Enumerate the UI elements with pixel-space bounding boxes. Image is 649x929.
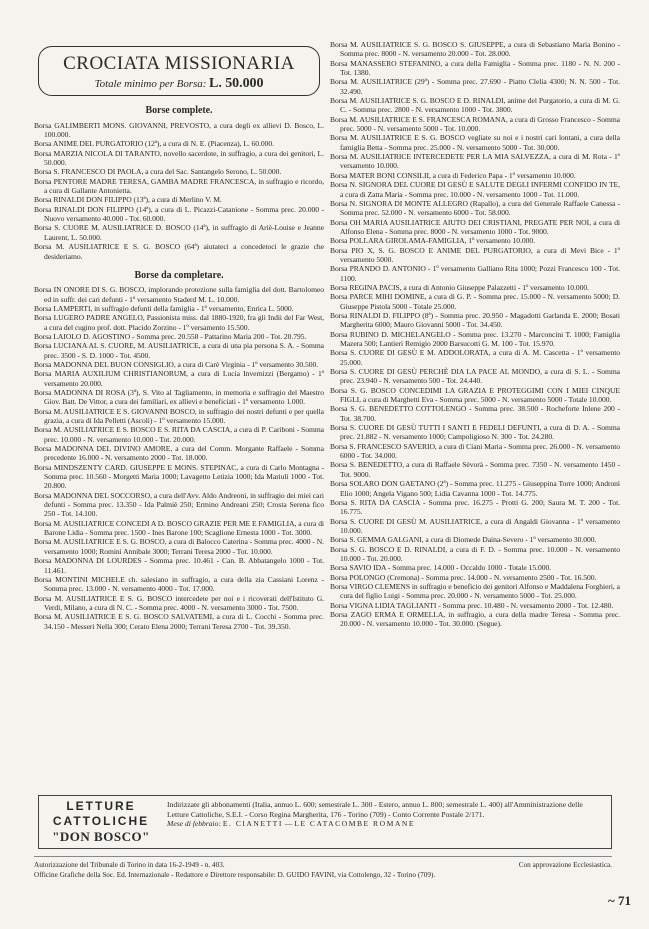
borsa-entry: Borsa PARCE MIHI DOMINE, a cura di G. P. - Somma prec. 15.000 - N. versamento 5000; D. Giuseppe Pistola 5000 - Totale 25.000. <box>330 292 620 311</box>
to-complete-list <box>34 285 324 631</box>
borsa-entry: Borsa ZAGO ERMA E ORMELLA, in suffragio, a cura della madre Teresa - Somma prec. 20.000 - N. versamento 10.000 - Tot. 30.000. (Segue). <box>330 609 620 629</box>
borsa-entry: Borsa S. CUORE DI GESÙ PERCHÈ DIA LA PACE AL MONDO, a cura di S. L. - Somma prec. 23.940 - N. versamento 500 - Tot. 24.440. <box>330 367 620 386</box>
letture-cattoliche-box <box>38 795 612 849</box>
borsa-entry: Borsa M. AUSILIATRICE E S. G. BOSCO SALVATEMI, a cura di L. Cocchi - Somma prec. 34.150 - Messeri Nella 300; Cerato Elena 2000; Terrani Teresa 2700 - Tot. 39.350. <box>34 612 324 631</box>
borsa-entry: Borsa LAMPERTI, in suffragio defunti della famiglia - 1º versamento, Enrica L. 5000. <box>34 303 294 313</box>
ecclesiastical-approval: Con approvazione Ecclesiastica. <box>518 861 612 869</box>
borsa-entry: Borsa N. SIGNORA DI MONTE ALLEGRO (Rapallo), a cura del Generale Raffaele Canessa - Somma prec. 52.000 - N. versamento 6000 - Tot. 58.000. <box>330 198 620 218</box>
crociata-header <box>38 46 320 96</box>
borsa-entry: Borsa M. AUSILIATRICE (29ª) - Somma prec. 27.690 - Piatto Clelia 4300; N. N. 500 - Tot. 32.490. <box>330 77 620 96</box>
imprint-line-1 <box>34 861 612 870</box>
borsa-entry: Borsa PRANDO D. ANTONIO - 1º versamento Galliano Rita 1000; Pozzi Francesco 100 - Tot. 1100. <box>330 264 620 283</box>
borsa-entry: Borsa RINALDI D. FILIPPO (8ª) - Somma prec. 20.950 - Magadotti Garlanda E. 2000; Bosati Margherita 6000; Mauro Giovanni 5000 - Tot. 34.450. <box>330 310 620 330</box>
borsa-entry: Borsa OH MARIA AUSILIATRICE AIUTO DEI CRISTIANI, PREGATE PER NOI, a cura di Alfonso Elena - Somma prec. 8000 - N. versamento 1000 - Tot. 9000. <box>330 217 620 236</box>
borsa-entry: Borsa POLONGO (Cremona) - Somma prec. 14.000 - N. versamento 2500 - Tot. 16.500. <box>330 572 597 582</box>
book-title: LE CATACOMBE ROMANE <box>294 819 415 828</box>
letture-logo <box>39 796 163 848</box>
borsa-entry: Borsa ANIME DEL PURGATORIO (12ª), a cura di N. E. (Piacenza), L. 60.000. <box>34 139 274 149</box>
borsa-entry: Borsa RINALDI DON FILIPPO (14ª), a cura di L. Picazzi-Catanione - Somma prec. 20.000 - Nuovo versamento 40.000 - Tot. 60.000. <box>34 204 324 224</box>
left-column <box>34 40 324 631</box>
book-author: E. CIANETTI <box>222 819 283 828</box>
court-authorization: Autorizzazione del Tribunale di Torino in data 16-2-1949 - n. 403. <box>34 861 225 869</box>
divider <box>34 856 612 857</box>
borsa-entry: Borsa S. G. BOSCO E D. RINALDI, a cura di F. D. - Somma prec. 10.000 - N. versamento 10.000 - Tot. 20.000. <box>330 544 620 563</box>
borsa-entry: Borsa MADONNA DI LOURDES - Somma prec. 10.461 - Can. B. Abbatangelo 1000 - Tot. 11.461. <box>34 556 324 575</box>
borsa-entry: Borsa PIO X, S. G. BOSCO E ANIME DEL PURGATORIO, a cura di Mevi Bice - 1º versamento 5000. <box>330 245 620 264</box>
borsa-entry: Borsa POLLARA GIROLAMA-FAMIGLIA, 1º versamento 10.000. <box>330 236 535 246</box>
page-number: ~ 71 <box>607 893 631 908</box>
borsa-entry: Borsa MARZIA NICOLA DI TARANTO, novello sacerdote, in suffragio, a cura dei genitori, L. 50.000. <box>34 148 324 168</box>
logo-line-1: LETTURE <box>66 799 136 813</box>
borsa-entry: Borsa GALIMBERTI MONS. GIOVANNI, PREVOSTO, a cura degli ex allievi D. Bosco, L. 100.000. <box>34 120 324 140</box>
borsa-entry: Borsa MATER BONI CONSILII, a cura di Federico Papa - 1º versamento 10.000. <box>330 170 576 180</box>
borsa-entry: Borsa MINDSZENTY CARD. GIUSEPPE E MONS. STEPINAC, a cura di Carlo Montagna - Somma prec. 10.560 - Morgetti Maria 1000; Lavagetto Letizia 1000; Ida Mariuli 1000 - Tot. 20.800. <box>34 462 324 491</box>
borsa-entry: Borsa M. AUSILIATRICE E S. G. BOSCO, a cura di Balocco Caterina - Somma prec. 4000 - N. versamento 1000; Romini Annibale 3000; Terrani Teresa 2000 - Tot. 10.000. <box>34 537 324 556</box>
borsa-entry: Borsa MONTINI MICHELE ch. salesiano in suffragio, a cura della zia Cassiani Lorenz - Somma prec. 13.000 - N. versamento 4000 - Tot. 17.000. <box>34 574 324 594</box>
borsa-entry: Borsa MARIA AUXILIUM CHRISTIANORUM, a cura di Lucia Invernizzi (Bergamo) - 1º versamento 20.000. <box>34 369 324 388</box>
subscription-info: Indirizzate gli abbonamenti (Italia, annuo L. 600; semestrale L. 300 - Estero, annuo L. 800; semestrale L. 400) all'Amministrazione delle Letture Cattoliche, S.E.I. - Corso Regina Margherita, 176 - Torino (709) - Conto Corrente Postale 2/171. <box>167 800 583 819</box>
borsa-entry: Borsa N. SIGNORA DEL CUORE DI GESÙ E SALUTE DEGLI INFERMI CONFIDO IN TE, a cura di Zatta Maria - Somma prec. 10.000 - N. versamento 1000 - Tot. 11.000. <box>330 180 620 199</box>
borsa-entry: Borsa S. G. BOSCO CONCEDIMI LA GRAZIA E PROTEGGIMI CON I MIEI CINQUE FIGLI, a cura di Marghetti Eva - Somma prec. 5000 - N. versamento 5000 - Totale 10.000. <box>330 385 620 405</box>
borsa-entry: Borsa M. AUSILIATRICE CONCEDI A D. BOSCO GRAZIE PER ME E FAMIGLIA, a cura di Barone Lidia - Somma prec. 1500 - Ines Barone 100; Scaglione Ernesta 1000 - Tot. 3000. <box>34 518 324 538</box>
month-label: Mese di febbraio: <box>167 819 221 828</box>
borsa-entry: Borsa LUCIANA AL S. CUORE, M. AUSILIATRICE, a cura di una pia persona S. A. - Somma prec. 3500 - S. D. 1000 - Tot. 4500. <box>34 341 324 360</box>
borsa-entry: Borsa S. FRANCESCO SAVERIO, a cura di Ciani Maria - Somma prec. 26.000 - N. versamento 6000 - Tot. 34.000. <box>330 441 620 461</box>
borsa-entry: Borsa REGINA PACIS, a cura di Antonio Giuseppe Palazzetti - 1º versamento 10.000. <box>330 282 589 292</box>
borsa-entry: Borsa M. AUSILIATRICE E S. G. BOSCO intercedete per noi e i ricoverati dell'Istituto G. Verdi, Milano, a cura di N. C. - Somma prec. 4000 - N. versamento 3000 - Tot. 7500. <box>34 593 324 612</box>
minimum-label: Totale minimo per Borsa: <box>94 78 207 90</box>
borsa-entry: Borsa S. RITA DA CASCIA - Somma prec. 16.275 - Protti G. 200; Saura M. T. 200 - Tot. 16.775. <box>330 497 620 517</box>
borsa-entry: Borsa PENTORE MADRE TERESA, GAMBA MADRE FRANCESCA, in suffragio e ricordo, a cura di Gallante Antonietta. <box>34 176 324 196</box>
to-complete-section-title: Borse da completare. <box>134 269 224 281</box>
subscription-text: Indirizzate gli abbonamenti (Italia, annuo L. 600; semestrale L. 300 - Estero, annuo L. 800; semestrale L. 400) all'Amministrazione delle Letture Cattoliche, S.E.I. - Corso Regina Margherita, 176 - Torino (709) - Conto Corrente Postale 2/171. Mese di febbraio: E. CIANETTI — LE CATACOMBE ROMANE <box>167 800 583 828</box>
borsa-entry: Borsa S. CUORE DI GESÙ M. AUSILIATRICE, a cura di Angaldi Giovanna - 1º versamento 10.000. <box>330 516 620 535</box>
borsa-entry: Borsa RINALDI DON FILIPPO (13ª), a cura di Merlino V. M. <box>34 195 222 205</box>
borsa-entry: Borsa MANASSERO STEFANINO, a cura della Famiglia - Somma prec. 1180 - N. N. 200 - Tot. 1380. <box>330 58 620 78</box>
borsa-entry: Borsa LAIOLO D. AGOSTINO - Somma prec. 20.558 - Pattarino Maria 200 - Tot. 20.795. <box>34 331 307 341</box>
borsa-entry: Borsa VIGNA LIDIA TAGLIANTI - Somma prec. 10.480 - N. versamento 2000 - Tot. 12.480. <box>330 600 614 610</box>
borsa-entry: Borsa MADONNA DEL SOCCORSO, a cura dell'Avv. Aldo Andreoni, in suffragio dei miei cari defunti - Somma prec. 13.350 - Ida Palmiè 250; Ermino Andreani 250; Crosta Serena fico 250 - Tot. 14.100. <box>34 490 324 519</box>
borsa-entry: Borsa M. AUSILIATRICE E S. G. BOSCO vegliate su noi e i nostri cari lontani, a cura della famiglia Betta - Somma prec. 25.000 - N. versamento 5000 - Tot. 30.000. <box>330 133 620 152</box>
page-title: CROCIATA MISSIONARIA <box>63 53 295 74</box>
logo-line-3: "DON BOSCO" <box>52 829 150 844</box>
borsa-entry: Borsa M. AUSILIATRICE INTERCEDETE PER LA MIA SALVEZZA, a cura di M. Rota - 1º versamento 10.000. <box>330 152 620 171</box>
borsa-entry: Borsa LUGERO PADRE ANGELO, Passionista miss. dal 1880-1920, fra gli Indii del Far West, a cura del cugino prof. dott. Placido Zorzino - 1º versamento 15.500. <box>34 313 324 332</box>
borsa-entry: Borsa MADONNA DEL DIVINO AMORE, a cura del Comm. Morgante Raffaele - Somma precedente 16.000 - N. versamento 2000 - Tot. 18.000. <box>34 444 324 463</box>
right-column <box>330 40 620 629</box>
to-complete-list-continued <box>330 40 620 629</box>
borsa-entry: Borsa M. AUSILIATRICE S. G. BOSCO E D. RINALDI, anime del Purgatorio, a cura di M. G. C. - Somma prec. 2800 - N. versamento 1000 - Tot. 3800. <box>330 96 620 115</box>
borsa-entry: Borsa S. CUORE DI GESÙ E M. ADDOLORATA, a cura di A. M. Cascetta - 1º versamento 25.000. <box>330 348 620 367</box>
borsa-entry: Borsa MADONNA DEL BUON CONSIGLIO, a cura di Carè Virginia - 1º versamento 30.500. <box>34 359 319 369</box>
borsa-entry: Borsa S. CUORE M. AUSILIATRICE D. BOSCO (14ª), in suffragio di Ariè-Louise e Jeanne Laurent, L. 50.000. <box>34 223 324 242</box>
complete-section-title: Borse complete. <box>145 105 213 117</box>
borsa-entry: Borsa M. AUSILIATRICE E S. G. BOSCO (64ª) aiutateci a concedetoci le grazie che desideriamo. <box>34 242 324 261</box>
minimum-total <box>47 76 311 91</box>
borsa-entry: Borsa S. CUORE DI GESÙ TUTTI I SANTI E FEDELI DEFUNTI, a cura di D. A. - Somma prec. 21.882 - N. versamento 1000; Campoligioso N. 300 - Tot. 24.280. <box>330 423 620 442</box>
borsa-entry: Borsa S. BENEDETTO, a cura di Raffaele Sévorà - Somma prec. 7350 - N. versamento 1450 - Tot. 9000. <box>330 460 620 479</box>
borsa-entry: Borsa MADONNA DI ROSA (3ª), S. Vito al Tagliamento, in memoria e suffragio del Maestro Giov. Batt. De Vittor, a cura dei familiari, ex allievi e beneficiati - 1º versamento 1.000. <box>34 387 324 407</box>
minimum-value: L. 50.000 <box>209 76 264 91</box>
borsa-entry: Borsa M. AUSILIATRICE E S. GIOVANNI BOSCO, in suffragio dei nostri defunti e per quella grazia, a cura di Ida Pelletti (Ascoli) - 1º versamento 15.000. <box>34 406 324 425</box>
imprint-line-2: Officine Grafiche della Soc. Ed. Internazionale - Redattore e Direttore responsabile: D. GUIDO FAVINI, via Cottolengo, 32 - Torino (709). <box>34 871 436 879</box>
borsa-entry: Borsa VIRGO CLEMENS in suffragio e beneficio dei genitori Alfonso e Maddalena Forghieri, a cura del figlio Luigi - Somma prec. 20.000 - N. versamento 5000 - Tot. 25.000. <box>330 581 620 601</box>
borsa-entry: Borsa M. AUSILIATRICE S. G. BOSCO S. GIUSEPPE, a cura di Sebastiano Maria Bonino - Somma prec. 8000 - N. versamento 20.000 - Tot. 28.000. <box>330 40 620 59</box>
complete-list <box>34 121 324 261</box>
borsa-entry: Borsa M. AUSILIATRICE E S. BOSCO E S. RITA DA CASCIA, a cura di P. Cariboni - Somma prec. 10.000 - N. versamento 10.000 - Tot. 20.000. <box>34 425 324 444</box>
borsa-entry: Borsa S. FRANCESCO DI PAOLA, a cura del Sac. Santangelo Serono, L. 50.000. <box>34 167 282 177</box>
borsa-entry: Borsa M. AUSILIATRICE E S. FRANCESCA ROMANA, a cura di Grosso Francesco - Somma prec. 5000 - N. versamento 5000 - Tot. 10.000. <box>330 114 620 134</box>
borsa-entry: Borsa S. GEMMA GALGANI, a cura di Diomede Daina-Severo - 1º versamento 30.000. <box>330 535 597 545</box>
borsa-entry: Borsa S. G. BENEDETTO COTTOLENGO - Somma prec. 38.500 - Rocheforte Inlene 200 - Tot. 38.700. <box>330 404 620 423</box>
borsa-entry: Borsa IN ONORE DI S. G. BOSCO, implorando protezione sulla famiglia del dott. Bartolomeo ed in suffr. dei cari defunti - 1º versamento Staderd M. L. 10.000. <box>34 285 324 304</box>
borsa-entry: Borsa SOLARO DON GAETANO (2ª) - Somma prec. 11.275 - Giuseppina Torre 1000; Andronì Elio 1000; Angela Vigano 500; Lidia Cavanna 1000 - Tot. 14.775. <box>330 479 620 498</box>
borsa-entry: Borsa SAVIO IDA - Somma prec. 14.000 - Occaldo 1000 - Totale 15.000. <box>330 563 552 573</box>
logo-line-2: CATTOLICHE <box>52 814 150 828</box>
borsa-entry: Borsa RUBINO D. MICHELANGELO - Somma prec. 13.270 - Marconcini T. 1000; Famiglia Mazera 500; Lantieri Remigio 2000 Barsucotti G. M. 100 - Tot. 15.970. <box>330 329 620 348</box>
